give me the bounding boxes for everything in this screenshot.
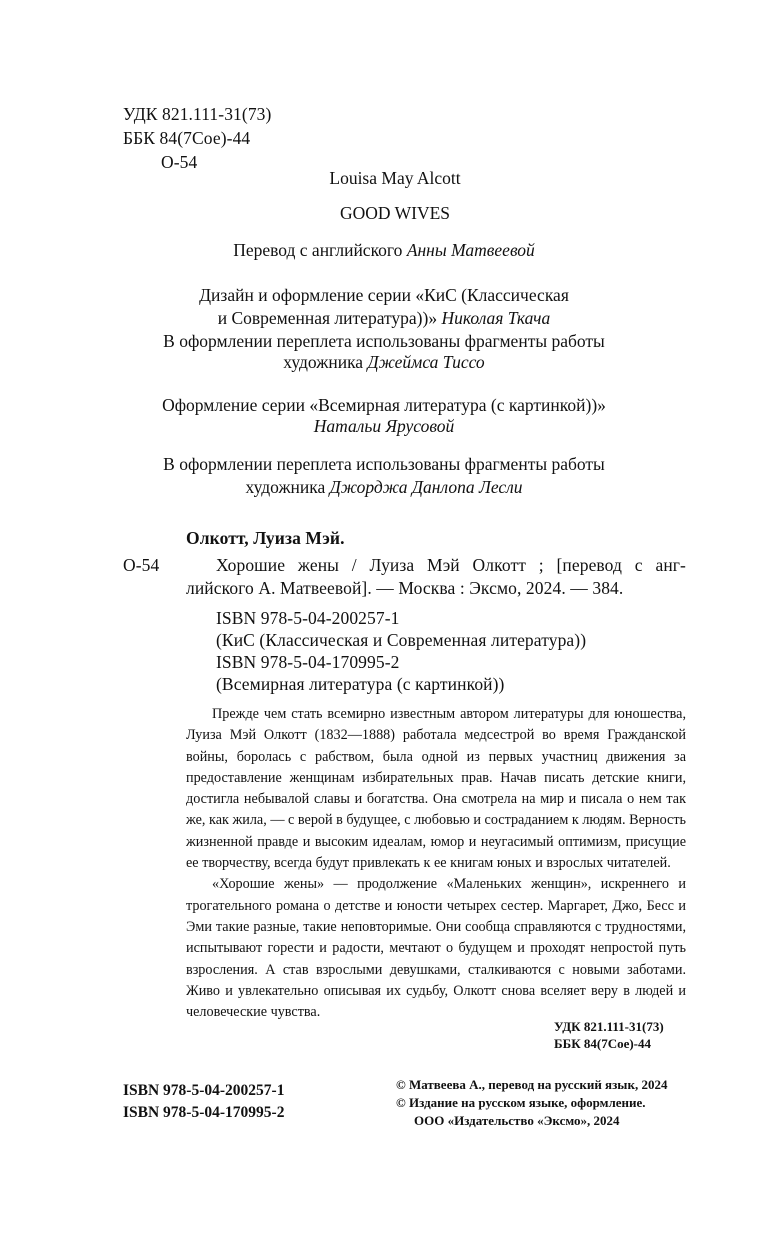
- translation-label: Перевод с английского: [233, 240, 403, 260]
- cover-credit-1-line2: [0, 352, 768, 373]
- footer-bbk: ББК 84(7Сое)-44: [554, 1036, 652, 1051]
- copyright-edition: © Издание на русском языке, оформление.: [396, 1095, 646, 1110]
- footer-isbn1: ISBN 978-5-04-200257-1: [123, 1082, 285, 1099]
- udk-code: УДК 821.111-31(73): [123, 104, 272, 124]
- cover-artist-2: Джорджа Данлопа Лесли: [329, 477, 523, 497]
- copyright-translation: © Матвеева А., перевод на русский язык, 2024: [396, 1077, 668, 1092]
- catalog-heading: Олкотт, Луиза Мэй.: [186, 528, 345, 548]
- catalog-series1: (КиС (Классическая и Современная литература)): [216, 630, 587, 650]
- catalog-isbn1: ISBN 978-5-04-200257-1: [216, 608, 400, 628]
- catalog-mark: О-54: [123, 555, 160, 575]
- design-credit-line2: [0, 308, 768, 329]
- author-mark: О-54: [161, 152, 198, 172]
- original-title: GOOD WIVES: [339, 203, 451, 223]
- footer-udk: УДК 821.111-31(73): [554, 1019, 664, 1034]
- design-series-text: и Современная литература))»: [217, 308, 438, 328]
- translation-credit: [0, 240, 768, 261]
- bbk-code: ББК 84(7Сое)-44: [123, 128, 251, 148]
- cover-credit-2-prefix: художника: [245, 477, 326, 497]
- annotation-paragraph-2: «Хорошие жены» — продолжение «Маленьких женщин», искреннего и трогательного романа о детстве и юности четырех сестер. Маргарет, Джо, Бесс и Эми такие разные, такие неповторимые. Они сообща справляются с трудностями, испытывают горести и радости, мечтают о будущем и проходят непростой путь взросления. А став взрослыми девушками, сталкиваются с новыми заботами. Живо и увлекательно описывая их судьбу, Олкотт снова вселяет веру в людей и человеческие чувства.: [186, 876, 686, 1021]
- annotation-paragraph-1: Прежде чем стать всемирно известным автором литературы для юношества, Луиза Мэй Олкотт (1832—1888) работала медсестрой во время Гражданской войны, боролась с рабством, была одной из первых участниц движения за предоставление женщинам избирательных прав. Начав писать детские книги, достигла небывалой славы и богатства. Она смотрела на мир и писала о нем так же, как жила, — с верой в будущее, с любовью и состраданием к людям. Верность жизненной правде и высоким идеалам, юмор и неугасимый оптимизм, присущие ее творчеству, всегда будут привлекать к ее книгам юных и взрослых читателей.: [186, 706, 686, 872]
- cover-credit-1-prefix: художника: [283, 352, 364, 372]
- catalog-series2: (Всемирная литература (с картинкой)): [216, 674, 505, 694]
- annotation: [186, 704, 686, 1023]
- designer-name: Николая Ткача: [441, 308, 551, 328]
- cover-credit-1-line1: В оформлении переплета использованы фрагменты работы: [163, 331, 605, 351]
- design-credit-line1: Дизайн и оформление серии «КиС (Классическая: [199, 285, 569, 305]
- series2-credit-line2: [0, 416, 768, 437]
- series2-designer-name: Натальи Ярусовой: [313, 416, 455, 436]
- cover-credit-2-line2: [0, 477, 768, 498]
- cover-credit-2-line1: В оформлении переплета использованы фрагменты работы: [163, 454, 605, 474]
- original-author: Louisa May Alcott: [329, 168, 461, 188]
- translator-name: Анны Матвеевой: [406, 240, 535, 260]
- catalog-line2: лийского А. Матвеевой]. — Москва : Эксмо, 2024. — 384.: [186, 578, 624, 598]
- catalog-isbn2: ISBN 978-5-04-170995-2: [216, 652, 400, 672]
- cover-artist-1: Джеймса Тиссо: [367, 352, 485, 372]
- footer-isbn2: ISBN 978-5-04-170995-2: [123, 1104, 285, 1121]
- series2-credit-line1: Оформление серии «Всемирная литература (с картинкой))»: [162, 395, 606, 415]
- copyright-publisher: ООО «Издательство «Эксмо», 2024: [414, 1113, 620, 1128]
- catalog-line1: Хорошие жены / Луиза Мэй Олкотт ; [перевод с анг-: [216, 555, 686, 575]
